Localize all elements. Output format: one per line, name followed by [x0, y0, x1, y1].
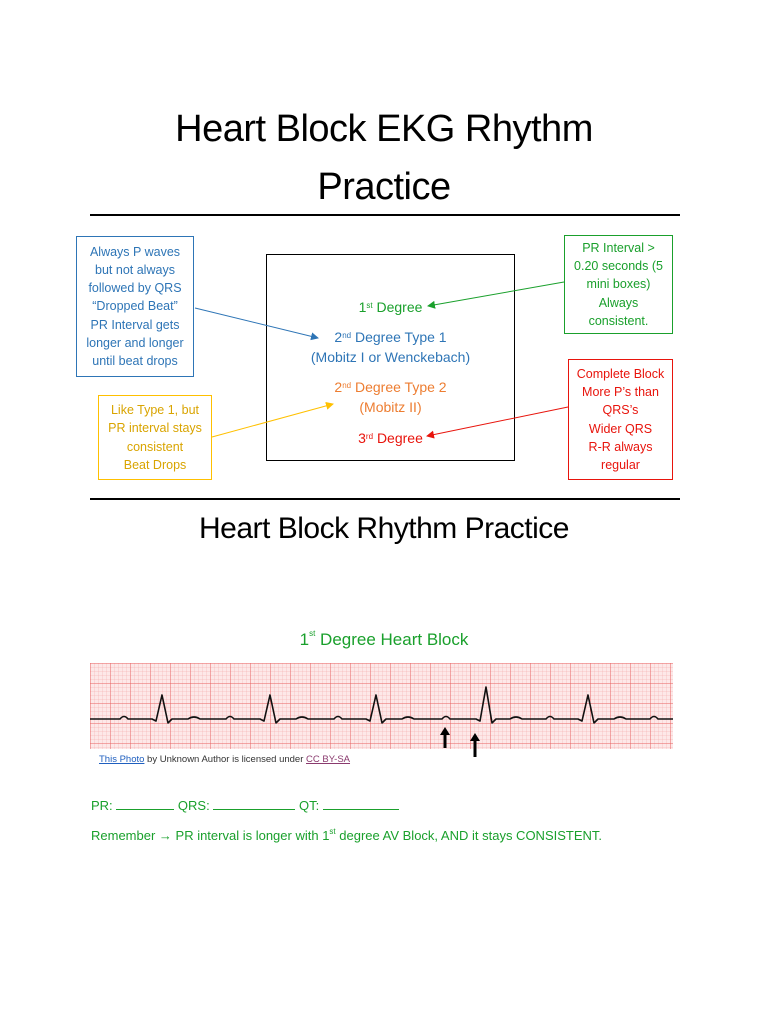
divider-middle	[90, 498, 680, 500]
second-degree-type2-sub: (Mobitz II)	[359, 399, 422, 415]
ekg-strip-image	[90, 663, 673, 749]
photo-link[interactable]: This Photo	[99, 754, 145, 765]
remember-note: Remember → PR interval is longer with 1st degree AV Block, AND it stays CONSISTENT.	[91, 827, 603, 843]
first-degree-label: 1st Degree	[358, 299, 423, 315]
page-title-line-1: Heart Block EKG Rhythm	[175, 108, 593, 150]
photo-credit: This Photo by Unknown Author is licensed under CC BY-SA	[99, 754, 351, 765]
blue-note-box: Always P waves but not always followed by QRS “Dropped Beat” PR Interval gets longer and longer until beat drops	[76, 236, 194, 377]
arrow-up-icon	[470, 733, 480, 757]
yellow-arrow	[212, 404, 333, 437]
section-title: Heart Block Rhythm Practice	[199, 512, 569, 545]
arrow-up-icon	[440, 727, 450, 748]
second-degree-type2-label: 2nd Degree Type 2	[334, 379, 447, 395]
green-note-box: PR Interval > 0.20 seconds (5 mini boxes) Always consistent.	[564, 235, 673, 334]
qrs-blank[interactable]	[213, 797, 295, 810]
yellow-note-box: Like Type 1, but PR interval stays consistent Beat Drops	[98, 395, 212, 480]
pr-blank[interactable]	[116, 797, 174, 810]
qt-blank[interactable]	[323, 797, 399, 810]
license-link[interactable]: CC BY-SA	[306, 754, 351, 765]
measurement-fields: PR: QRS: QT:	[91, 797, 399, 813]
blue-arrow	[195, 308, 318, 338]
second-degree-type1-sub: (Mobitz I or Wenckebach)	[310, 349, 471, 365]
red-note-box: Complete Block More P’s than QRS’s Wider QRS R-R always regular	[568, 359, 673, 480]
page-title-line-2: Practice	[317, 166, 451, 208]
pr-interval-arrows	[437, 725, 487, 759]
green-arrow	[428, 282, 564, 306]
third-degree-label: 3rd Degree	[358, 430, 423, 446]
red-arrow	[427, 407, 568, 436]
second-degree-type1-label: 2nd Degree Type 1	[334, 329, 447, 345]
ekg-strip-title: 1st Degree Heart Block	[299, 629, 469, 649]
